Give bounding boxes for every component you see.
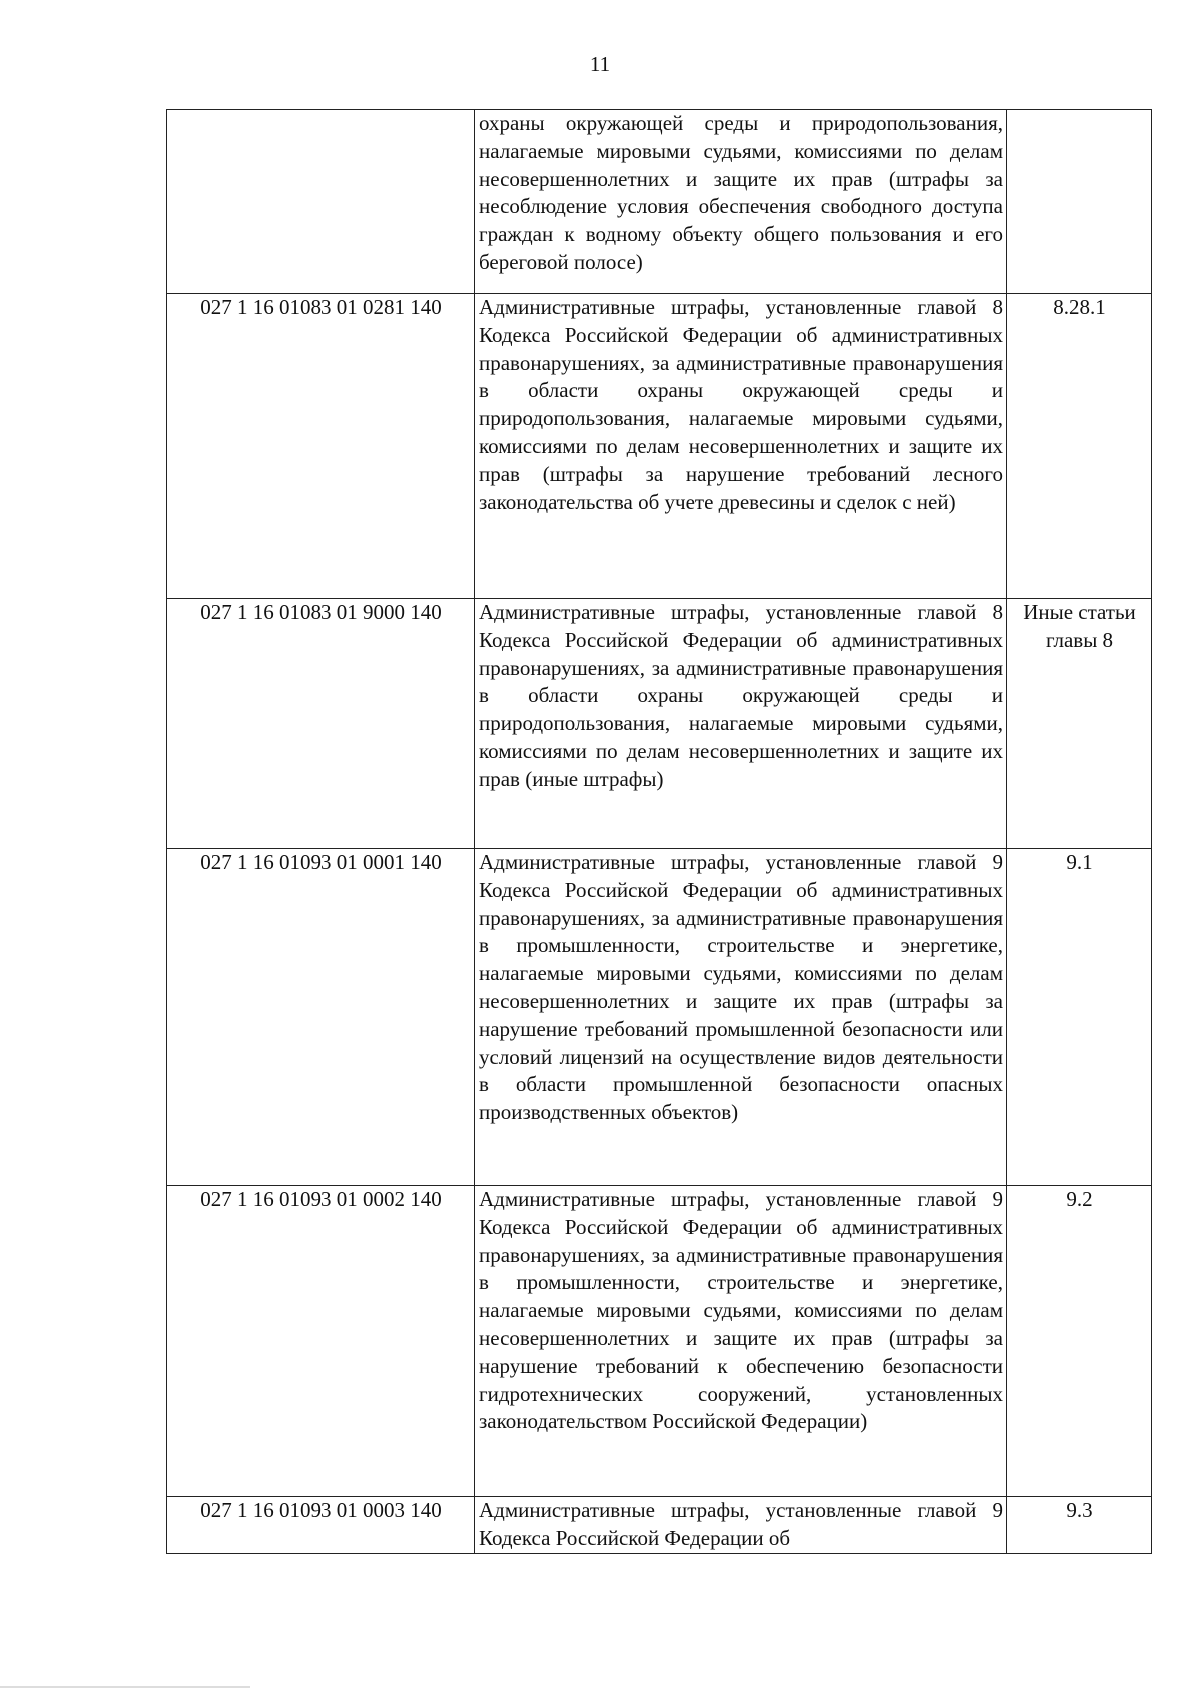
description-cell [475, 110, 1007, 294]
code-cell: 027 1 16 01093 01 0001 140 [167, 849, 475, 1186]
code-cell: 027 1 16 01093 01 0002 140 [167, 1186, 475, 1497]
description-cell [475, 294, 1007, 599]
description-text: Административные штрафы, установленные главой 9 Кодекса Российской Федерации об административных правонарушениях, за административные правонарушения в промышленности, строительстве и энергетике, налагаемые мировыми судьями, комиссиями по делам несовершеннолетних и защите их прав (штрафы за нарушение требований промышленной безопасности или условий лицензий на осуществление видов деятельности в области промышленной безопасности опасных производственных объектов) [479, 850, 1003, 1125]
article-cell: 9.2 [1007, 1186, 1152, 1497]
code-cell: 027 1 16 01083 01 9000 140 [167, 599, 475, 849]
table-row [167, 294, 1152, 599]
budget-codes-table [166, 109, 1152, 1554]
table-row [167, 849, 1152, 1186]
article-cell: Иные статьи главы 8 [1007, 599, 1152, 849]
description-text: Административные штрафы, установленные главой 9 Кодекса Российской Федерации об административных правонарушениях, за административные правонарушения в промышленности, строительстве и энергетике, налагаемые мировыми судьями, комиссиями по делам несовершеннолетних и защите их прав (штрафы за нарушение требований к обеспечению безопасности гидротехнических сооружений, установленных законодательством Российской Федерации) [479, 1187, 1003, 1434]
code-cell [167, 110, 475, 294]
description-text: Административные штрафы, установленные главой 8 Кодекса Российской Федерации об административных правонарушениях, за административные правонарушения в области охраны окружающей среды и природопользования, налагаемые мировыми судьями, комиссиями по делам несовершеннолетних и защите их прав (иные штрафы) [479, 600, 1003, 791]
table-row [167, 599, 1152, 849]
code-cell: 027 1 16 01093 01 0003 140 [167, 1497, 475, 1554]
description-text: Административные штрафы, установленные главой 8 Кодекса Российской Федерации об административных правонарушениях, за административные правонарушения в области охраны окружающей среды и природопользования, налагаемые мировыми судьями, комиссиями по делам несовершеннолетних и защите их прав (штрафы за нарушение требований лесного законодательства об учете древесины и сделок с ней) [479, 295, 1003, 514]
description-cell [475, 599, 1007, 849]
table-row [167, 1186, 1152, 1497]
article-cell [1007, 110, 1152, 294]
description-cell [475, 1497, 1007, 1554]
article-cell: 8.28.1 [1007, 294, 1152, 599]
description-cell [475, 849, 1007, 1186]
table-row [167, 110, 1152, 294]
page-number: 11 [589, 52, 611, 76]
description-text: охраны окружающей среды и природопользования, налагаемые мировыми судьями, комиссиями по делам несовершеннолетних и защите их прав (штрафы за несоблюдение условия обеспечения свободного доступа граждан к водному объекту общего пользования и его береговой полосе) [479, 111, 1003, 274]
table-row [167, 1497, 1152, 1554]
article-cell: 9.3 [1007, 1497, 1152, 1554]
description-text: Административные штрафы, установленные главой 9 Кодекса Российской Федерации об [479, 1498, 1003, 1550]
description-cell [475, 1186, 1007, 1497]
code-cell: 027 1 16 01083 01 0281 140 [167, 294, 475, 599]
article-cell: 9.1 [1007, 849, 1152, 1186]
bottom-divider [0, 1686, 250, 1688]
